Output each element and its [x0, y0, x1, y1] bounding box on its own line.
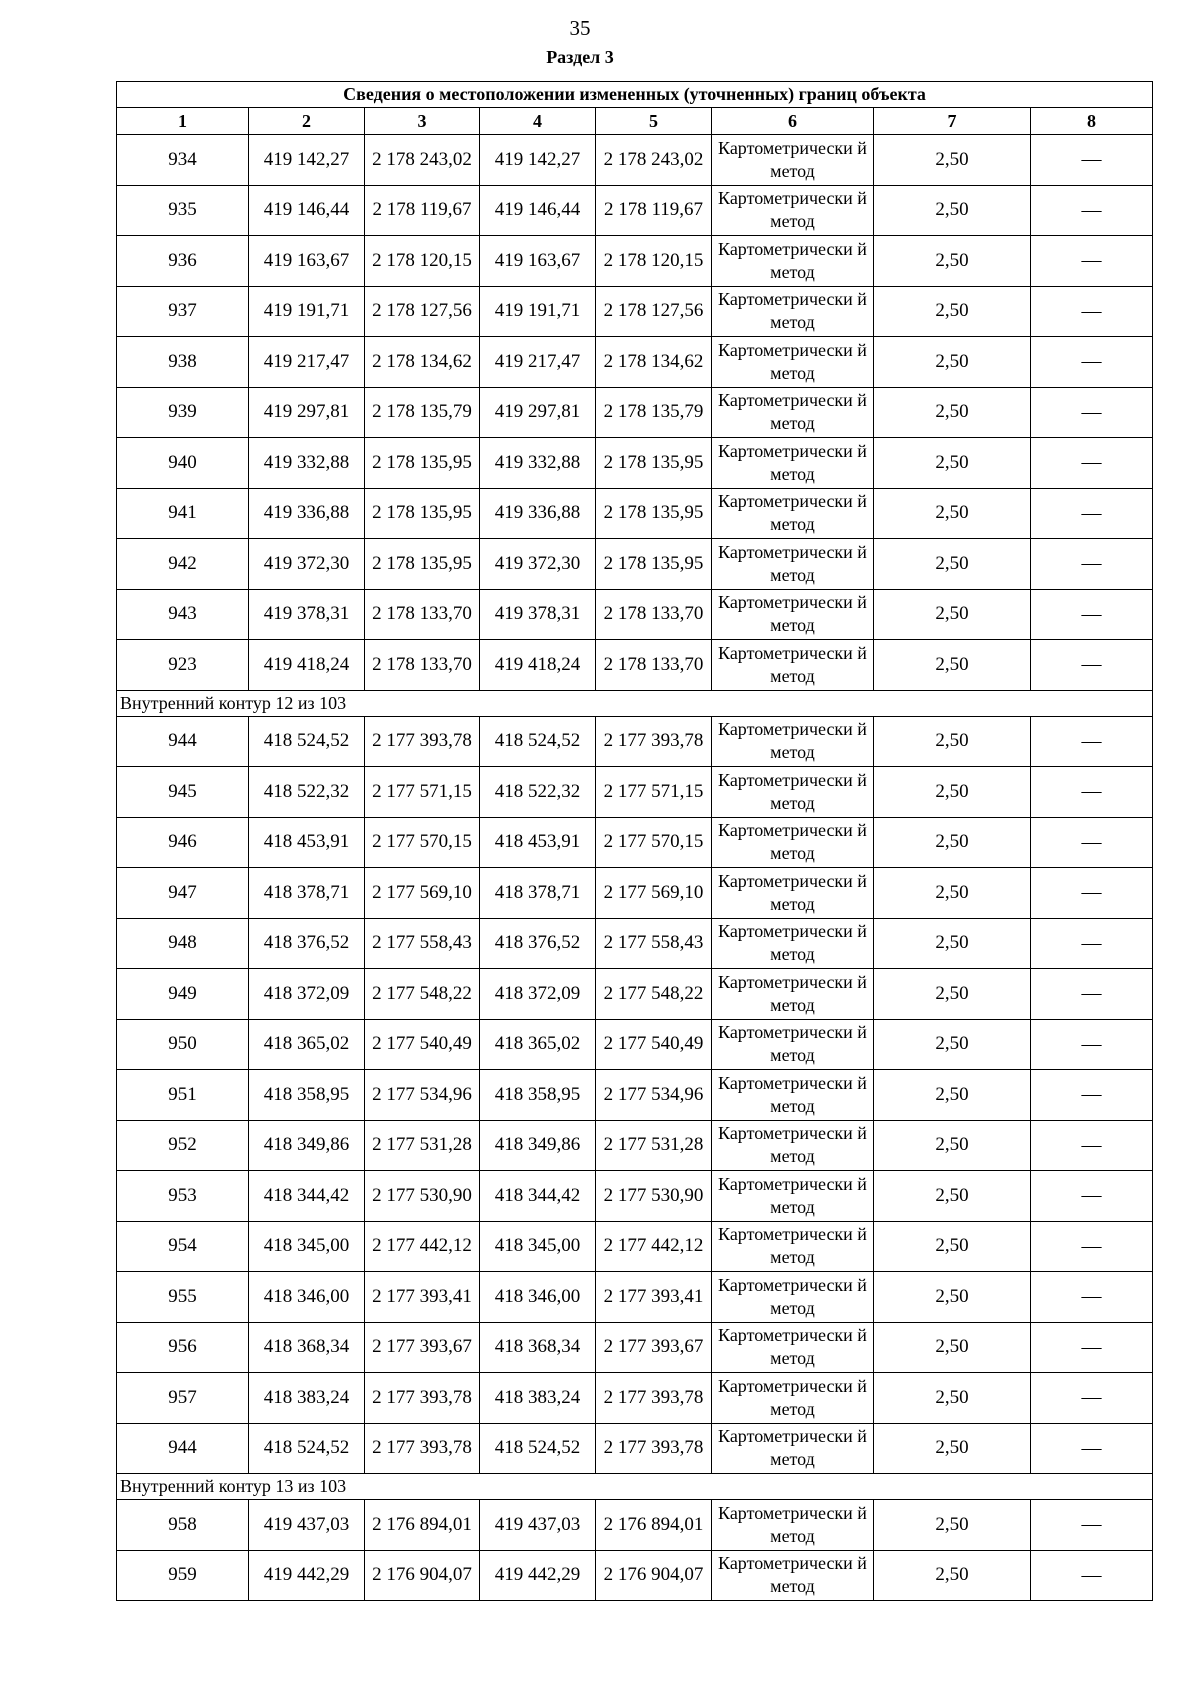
new-x-cell: 418 524,52 — [480, 716, 596, 767]
table-row — [117, 1019, 1153, 1070]
existing-y-cell: 2 178 133,70 — [365, 589, 480, 640]
existing-y-cell: 2 176 894,01 — [365, 1500, 480, 1551]
point-number-cell: 937 — [117, 286, 249, 337]
new-x-cell: 419 146,44 — [480, 185, 596, 236]
method-cell: Картометрически й метод — [712, 640, 874, 691]
existing-x-cell: 419 163,67 — [249, 236, 365, 287]
new-x-cell: 419 336,88 — [480, 488, 596, 539]
table-row — [117, 969, 1153, 1020]
existing-y-cell: 2 178 135,95 — [365, 488, 480, 539]
new-x-cell: 419 437,03 — [480, 1500, 596, 1551]
note-cell: — — [1031, 868, 1153, 919]
new-x-cell: 418 368,34 — [480, 1322, 596, 1373]
new-y-cell: 2 177 534,96 — [596, 1070, 712, 1121]
accuracy-cell: 2,50 — [874, 387, 1031, 438]
existing-x-cell: 418 453,91 — [249, 817, 365, 868]
method-cell: Картометрически й метод — [712, 539, 874, 590]
point-number-cell: 958 — [117, 1500, 249, 1551]
note-cell: — — [1031, 1171, 1153, 1222]
existing-x-cell: 418 345,00 — [249, 1221, 365, 1272]
existing-y-cell: 2 177 393,41 — [365, 1272, 480, 1323]
new-y-cell: 2 177 530,90 — [596, 1171, 712, 1222]
table-row — [117, 236, 1153, 287]
point-number-cell: 956 — [117, 1322, 249, 1373]
new-x-cell: 419 191,71 — [480, 286, 596, 337]
note-cell: — — [1031, 135, 1153, 186]
new-x-cell: 418 378,71 — [480, 868, 596, 919]
existing-y-cell: 2 178 120,15 — [365, 236, 480, 287]
existing-x-cell: 419 336,88 — [249, 488, 365, 539]
existing-x-cell: 419 372,30 — [249, 539, 365, 590]
column-header: 4 — [480, 108, 596, 135]
table-row — [117, 135, 1153, 186]
note-cell: — — [1031, 236, 1153, 287]
new-x-cell: 418 346,00 — [480, 1272, 596, 1323]
accuracy-cell: 2,50 — [874, 337, 1031, 388]
accuracy-cell: 2,50 — [874, 236, 1031, 287]
existing-y-cell: 2 177 558,43 — [365, 918, 480, 969]
accuracy-cell: 2,50 — [874, 1550, 1031, 1601]
point-number-cell: 959 — [117, 1550, 249, 1601]
accuracy-cell: 2,50 — [874, 539, 1031, 590]
existing-y-cell: 2 177 393,78 — [365, 1373, 480, 1424]
point-number-cell: 923 — [117, 640, 249, 691]
new-x-cell: 418 453,91 — [480, 817, 596, 868]
note-cell: — — [1031, 817, 1153, 868]
accuracy-cell: 2,50 — [874, 1373, 1031, 1424]
note-cell: — — [1031, 488, 1153, 539]
table-row — [117, 589, 1153, 640]
new-y-cell: 2 178 135,95 — [596, 438, 712, 489]
column-header: 3 — [365, 108, 480, 135]
table-row — [117, 1373, 1153, 1424]
method-cell: Картометрически й метод — [712, 438, 874, 489]
method-cell: Картометрически й метод — [712, 969, 874, 1020]
method-cell: Картометрически й метод — [712, 1019, 874, 1070]
note-cell: — — [1031, 1373, 1153, 1424]
note-cell: — — [1031, 969, 1153, 1020]
accuracy-cell: 2,50 — [874, 817, 1031, 868]
accuracy-cell: 2,50 — [874, 438, 1031, 489]
new-x-cell: 419 297,81 — [480, 387, 596, 438]
existing-x-cell: 418 358,95 — [249, 1070, 365, 1121]
table-row — [117, 1550, 1153, 1601]
column-header: 8 — [1031, 108, 1153, 135]
new-x-cell: 419 378,31 — [480, 589, 596, 640]
new-y-cell: 2 178 135,79 — [596, 387, 712, 438]
method-cell: Картометрически й метод — [712, 135, 874, 186]
new-x-cell: 419 372,30 — [480, 539, 596, 590]
section-title: Раздел 3 — [546, 47, 614, 67]
column-header: 5 — [596, 108, 712, 135]
note-cell: — — [1031, 1500, 1153, 1551]
accuracy-cell: 2,50 — [874, 716, 1031, 767]
accuracy-cell: 2,50 — [874, 640, 1031, 691]
existing-x-cell: 419 437,03 — [249, 1500, 365, 1551]
accuracy-cell: 2,50 — [874, 1423, 1031, 1474]
existing-x-cell: 419 297,81 — [249, 387, 365, 438]
new-y-cell: 2 177 393,41 — [596, 1272, 712, 1323]
accuracy-cell: 2,50 — [874, 488, 1031, 539]
accuracy-cell: 2,50 — [874, 1500, 1031, 1551]
new-y-cell: 2 177 393,78 — [596, 1373, 712, 1424]
new-y-cell: 2 177 569,10 — [596, 868, 712, 919]
table-title: Сведения о местоположении измененных (уточненных) границ объекта — [117, 82, 1153, 108]
existing-x-cell: 419 378,31 — [249, 589, 365, 640]
point-number-cell: 941 — [117, 488, 249, 539]
point-number-cell: 949 — [117, 969, 249, 1020]
new-x-cell: 418 345,00 — [480, 1221, 596, 1272]
contour-row — [117, 690, 1153, 716]
existing-y-cell: 2 178 119,67 — [365, 185, 480, 236]
new-x-cell: 419 163,67 — [480, 236, 596, 287]
method-cell: Картометрически й метод — [712, 1550, 874, 1601]
point-number-cell: 942 — [117, 539, 249, 590]
point-number-cell: 953 — [117, 1171, 249, 1222]
new-y-cell: 2 178 133,70 — [596, 589, 712, 640]
existing-y-cell: 2 177 569,10 — [365, 868, 480, 919]
new-y-cell: 2 176 894,01 — [596, 1500, 712, 1551]
note-cell: — — [1031, 1120, 1153, 1171]
existing-y-cell: 2 178 135,79 — [365, 387, 480, 438]
point-number-cell: 954 — [117, 1221, 249, 1272]
point-number-cell: 934 — [117, 135, 249, 186]
existing-y-cell: 2 178 134,62 — [365, 337, 480, 388]
new-y-cell: 2 177 393,67 — [596, 1322, 712, 1373]
existing-x-cell: 418 524,52 — [249, 1423, 365, 1474]
column-header: 7 — [874, 108, 1031, 135]
method-cell: Картометрически й метод — [712, 918, 874, 969]
existing-y-cell: 2 177 393,78 — [365, 716, 480, 767]
new-x-cell: 419 332,88 — [480, 438, 596, 489]
table-row — [117, 1322, 1153, 1373]
new-x-cell: 419 142,27 — [480, 135, 596, 186]
method-cell: Картометрически й метод — [712, 488, 874, 539]
existing-y-cell: 2 177 534,96 — [365, 1070, 480, 1121]
existing-y-cell: 2 176 904,07 — [365, 1550, 480, 1601]
page-number: 35 — [569, 16, 591, 40]
note-cell: — — [1031, 337, 1153, 388]
table-row — [117, 817, 1153, 868]
note-cell: — — [1031, 1423, 1153, 1474]
accuracy-cell: 2,50 — [874, 918, 1031, 969]
existing-y-cell: 2 177 393,78 — [365, 1423, 480, 1474]
method-cell: Картометрически й метод — [712, 716, 874, 767]
note-cell: — — [1031, 640, 1153, 691]
new-y-cell: 2 178 243,02 — [596, 135, 712, 186]
table-row — [117, 337, 1153, 388]
existing-x-cell: 418 365,02 — [249, 1019, 365, 1070]
point-number-cell: 940 — [117, 438, 249, 489]
table-row — [117, 1500, 1153, 1551]
column-header: 6 — [712, 108, 874, 135]
new-x-cell: 418 522,32 — [480, 767, 596, 818]
point-number-cell: 938 — [117, 337, 249, 388]
new-y-cell: 2 178 127,56 — [596, 286, 712, 337]
table-row — [117, 438, 1153, 489]
existing-y-cell: 2 177 548,22 — [365, 969, 480, 1020]
boundary-table — [116, 81, 1153, 1601]
existing-x-cell: 419 442,29 — [249, 1550, 365, 1601]
existing-y-cell: 2 177 531,28 — [365, 1120, 480, 1171]
existing-x-cell: 418 344,42 — [249, 1171, 365, 1222]
table-row — [117, 539, 1153, 590]
existing-y-cell: 2 177 571,15 — [365, 767, 480, 818]
accuracy-cell: 2,50 — [874, 1272, 1031, 1323]
existing-y-cell: 2 178 133,70 — [365, 640, 480, 691]
new-y-cell: 2 177 540,49 — [596, 1019, 712, 1070]
existing-x-cell: 419 142,27 — [249, 135, 365, 186]
existing-x-cell: 419 191,71 — [249, 286, 365, 337]
contour-label: Внутренний контур 12 из 103 — [117, 690, 1153, 716]
existing-x-cell: 418 346,00 — [249, 1272, 365, 1323]
new-y-cell: 2 178 134,62 — [596, 337, 712, 388]
point-number-cell: 948 — [117, 918, 249, 969]
existing-y-cell: 2 177 530,90 — [365, 1171, 480, 1222]
new-y-cell: 2 177 570,15 — [596, 817, 712, 868]
new-y-cell: 2 177 393,78 — [596, 1423, 712, 1474]
note-cell: — — [1031, 539, 1153, 590]
accuracy-cell: 2,50 — [874, 868, 1031, 919]
accuracy-cell: 2,50 — [874, 1070, 1031, 1121]
note-cell: — — [1031, 387, 1153, 438]
point-number-cell: 945 — [117, 767, 249, 818]
new-y-cell: 2 178 120,15 — [596, 236, 712, 287]
table-row — [117, 286, 1153, 337]
method-cell: Картометрически й метод — [712, 1070, 874, 1121]
existing-y-cell: 2 178 135,95 — [365, 539, 480, 590]
column-header: 2 — [249, 108, 365, 135]
column-header: 1 — [117, 108, 249, 135]
new-y-cell: 2 177 531,28 — [596, 1120, 712, 1171]
table-row — [117, 868, 1153, 919]
accuracy-cell: 2,50 — [874, 1171, 1031, 1222]
new-x-cell: 418 358,95 — [480, 1070, 596, 1121]
new-x-cell: 418 372,09 — [480, 969, 596, 1020]
point-number-cell: 939 — [117, 387, 249, 438]
point-number-cell: 951 — [117, 1070, 249, 1121]
method-cell: Картометрически й метод — [712, 1120, 874, 1171]
accuracy-cell: 2,50 — [874, 969, 1031, 1020]
note-cell: — — [1031, 1070, 1153, 1121]
existing-y-cell: 2 177 442,12 — [365, 1221, 480, 1272]
table-row — [117, 1272, 1153, 1323]
point-number-cell: 957 — [117, 1373, 249, 1424]
point-number-cell: 946 — [117, 817, 249, 868]
existing-y-cell: 2 177 570,15 — [365, 817, 480, 868]
note-cell: — — [1031, 716, 1153, 767]
new-y-cell: 2 176 904,07 — [596, 1550, 712, 1601]
new-x-cell: 418 349,86 — [480, 1120, 596, 1171]
existing-y-cell: 2 178 135,95 — [365, 438, 480, 489]
new-x-cell: 418 376,52 — [480, 918, 596, 969]
point-number-cell: 943 — [117, 589, 249, 640]
point-number-cell: 947 — [117, 868, 249, 919]
method-cell: Картометрически й метод — [712, 1272, 874, 1323]
accuracy-cell: 2,50 — [874, 1019, 1031, 1070]
new-x-cell: 419 418,24 — [480, 640, 596, 691]
column-header-row — [117, 108, 1153, 135]
table-row — [117, 387, 1153, 438]
note-cell: — — [1031, 1272, 1153, 1323]
method-cell: Картометрически й метод — [712, 817, 874, 868]
table-body — [117, 135, 1153, 1601]
new-y-cell: 2 178 135,95 — [596, 488, 712, 539]
note-cell: — — [1031, 185, 1153, 236]
new-x-cell: 419 442,29 — [480, 1550, 596, 1601]
existing-x-cell: 419 146,44 — [249, 185, 365, 236]
existing-x-cell: 418 376,52 — [249, 918, 365, 969]
existing-y-cell: 2 177 393,67 — [365, 1322, 480, 1373]
table-row — [117, 1423, 1153, 1474]
accuracy-cell: 2,50 — [874, 286, 1031, 337]
method-cell: Картометрически й метод — [712, 387, 874, 438]
existing-y-cell: 2 178 243,02 — [365, 135, 480, 186]
existing-x-cell: 418 368,34 — [249, 1322, 365, 1373]
table-row — [117, 640, 1153, 691]
point-number-cell: 944 — [117, 1423, 249, 1474]
existing-x-cell: 419 418,24 — [249, 640, 365, 691]
method-cell: Картометрически й метод — [712, 1221, 874, 1272]
existing-x-cell: 419 217,47 — [249, 337, 365, 388]
accuracy-cell: 2,50 — [874, 1322, 1031, 1373]
existing-x-cell: 418 372,09 — [249, 969, 365, 1020]
existing-x-cell: 418 383,24 — [249, 1373, 365, 1424]
contour-row — [117, 1474, 1153, 1500]
new-x-cell: 419 217,47 — [480, 337, 596, 388]
new-y-cell: 2 178 135,95 — [596, 539, 712, 590]
method-cell: Картометрически й метод — [712, 236, 874, 287]
table-row — [117, 767, 1153, 818]
note-cell: — — [1031, 767, 1153, 818]
table-row — [117, 1120, 1153, 1171]
note-cell: — — [1031, 1550, 1153, 1601]
new-x-cell: 418 344,42 — [480, 1171, 596, 1222]
method-cell: Картометрически й метод — [712, 286, 874, 337]
new-y-cell: 2 177 548,22 — [596, 969, 712, 1020]
existing-y-cell: 2 177 540,49 — [365, 1019, 480, 1070]
method-cell: Картометрически й метод — [712, 589, 874, 640]
existing-x-cell: 418 349,86 — [249, 1120, 365, 1171]
method-cell: Картометрически й метод — [712, 767, 874, 818]
accuracy-cell: 2,50 — [874, 767, 1031, 818]
point-number-cell: 950 — [117, 1019, 249, 1070]
point-number-cell: 936 — [117, 236, 249, 287]
note-cell: — — [1031, 1019, 1153, 1070]
existing-x-cell: 418 378,71 — [249, 868, 365, 919]
method-cell: Картометрически й метод — [712, 868, 874, 919]
method-cell: Картометрически й метод — [712, 337, 874, 388]
note-cell: — — [1031, 1221, 1153, 1272]
existing-y-cell: 2 178 127,56 — [365, 286, 480, 337]
method-cell: Картометрически й метод — [712, 185, 874, 236]
method-cell: Картометрически й метод — [712, 1171, 874, 1222]
new-y-cell: 2 178 119,67 — [596, 185, 712, 236]
table-row — [117, 1221, 1153, 1272]
method-cell: Картометрически й метод — [712, 1500, 874, 1551]
point-number-cell: 935 — [117, 185, 249, 236]
accuracy-cell: 2,50 — [874, 185, 1031, 236]
new-x-cell: 418 524,52 — [480, 1423, 596, 1474]
new-x-cell: 418 365,02 — [480, 1019, 596, 1070]
new-y-cell: 2 177 442,12 — [596, 1221, 712, 1272]
table-row — [117, 1070, 1153, 1121]
note-cell: — — [1031, 1322, 1153, 1373]
note-cell: — — [1031, 438, 1153, 489]
new-x-cell: 418 383,24 — [480, 1373, 596, 1424]
point-number-cell: 955 — [117, 1272, 249, 1323]
table-row — [117, 1171, 1153, 1222]
table-row — [117, 716, 1153, 767]
existing-x-cell: 418 522,32 — [249, 767, 365, 818]
accuracy-cell: 2,50 — [874, 589, 1031, 640]
accuracy-cell: 2,50 — [874, 1120, 1031, 1171]
table-row — [117, 918, 1153, 969]
new-y-cell: 2 177 571,15 — [596, 767, 712, 818]
note-cell: — — [1031, 589, 1153, 640]
method-cell: Картометрически й метод — [712, 1322, 874, 1373]
point-number-cell: 952 — [117, 1120, 249, 1171]
new-y-cell: 2 177 393,78 — [596, 716, 712, 767]
point-number-cell: 944 — [117, 716, 249, 767]
table-row — [117, 488, 1153, 539]
method-cell: Картометрически й метод — [712, 1423, 874, 1474]
existing-x-cell: 418 524,52 — [249, 716, 365, 767]
new-y-cell: 2 178 133,70 — [596, 640, 712, 691]
note-cell: — — [1031, 918, 1153, 969]
note-cell: — — [1031, 286, 1153, 337]
accuracy-cell: 2,50 — [874, 1221, 1031, 1272]
existing-x-cell: 419 332,88 — [249, 438, 365, 489]
accuracy-cell: 2,50 — [874, 135, 1031, 186]
new-y-cell: 2 177 558,43 — [596, 918, 712, 969]
table-row — [117, 185, 1153, 236]
method-cell: Картометрически й метод — [712, 1373, 874, 1424]
contour-label: Внутренний контур 13 из 103 — [117, 1474, 1153, 1500]
